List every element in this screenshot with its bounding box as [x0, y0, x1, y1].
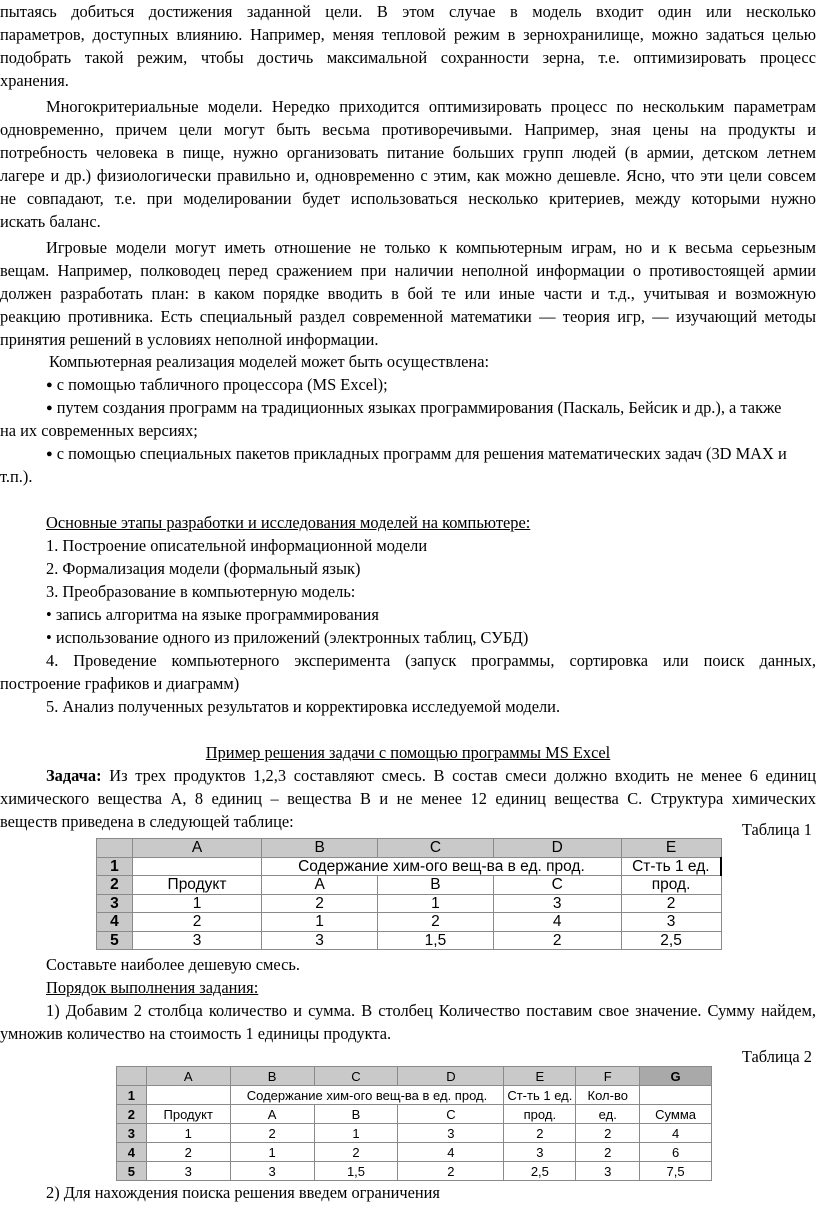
table-cell: С: [493, 876, 621, 895]
corner-cell: [117, 1067, 147, 1086]
table-cell: 1,5: [378, 931, 494, 950]
table-cell: 2: [493, 931, 621, 950]
row-number: 5: [97, 931, 133, 950]
column-header: A: [132, 839, 261, 858]
list-item: 2. Формализация модели (формальный язык): [46, 559, 361, 578]
table-cell: 2: [146, 1143, 230, 1162]
column-header-selected: G: [640, 1067, 712, 1086]
table-cell: 2: [621, 894, 721, 913]
table-cell: 2: [576, 1143, 640, 1162]
table-cell: 1: [230, 1143, 314, 1162]
table-cell: 4: [493, 913, 621, 932]
column-header: F: [576, 1067, 640, 1086]
table-cell: 3: [132, 931, 261, 950]
bullet-icon: ●: [46, 379, 53, 391]
table-cell: Кол-во: [576, 1086, 640, 1105]
section-heading: Порядок выполнения задания:: [46, 978, 259, 997]
list-item: построение графиков и диаграмм): [0, 674, 240, 693]
table-cell: 3: [576, 1162, 640, 1181]
row-number: 4: [97, 913, 133, 932]
section-heading: Пример решения задачи с помощью программы MS Excel: [205, 743, 611, 762]
text-line: 2) Для нахождения поиска решения введем ограничения: [46, 1183, 440, 1202]
bullet-icon: ●: [46, 448, 53, 460]
text-line: хранения.: [0, 71, 69, 90]
table-cell: 2: [230, 1124, 314, 1143]
table-row: [97, 931, 722, 950]
table-cell: 4: [640, 1124, 712, 1143]
text-line: т.п.).: [0, 467, 33, 486]
table-cell: 2: [576, 1124, 640, 1143]
text-line: должен разработать план: в каком порядке вводить в бой те или иные части и т.д., учитывая и возможную: [0, 284, 816, 303]
bullet-line: ● путем создания программ на традиционных языках программирования (Паскаль, Бейсик и др.), а также: [46, 398, 782, 417]
table-cell: 1: [314, 1124, 398, 1143]
text-line: лагере и др.) физиологически правильно и, одновременно с этим, как можно дешевле. Ясно, что эти цели совсем: [0, 166, 816, 185]
list-item: 1. Построение описательной информационной модели: [46, 536, 428, 555]
table-row: [97, 894, 722, 913]
column-header: E: [621, 839, 721, 858]
table-cell: 3: [262, 931, 378, 950]
table-row: [97, 913, 722, 932]
text-line: пытаясь добиться достижения заданной цели. В этом случае в модель входит один или несколько: [0, 2, 816, 21]
row-number: 5: [117, 1162, 147, 1181]
list-item: 5. Анализ полученных результатов и корректировка исследуемой модели.: [46, 697, 561, 716]
text-line: одновременно, причем цели могут быть весьма противоречивыми. Например, зная цены на продукты и: [0, 120, 816, 139]
spreadsheet-table-2: [116, 1066, 712, 1181]
table-cell: 2,5: [504, 1162, 576, 1181]
column-header: D: [493, 839, 621, 858]
column-header: D: [398, 1067, 504, 1086]
task-label: Задача:: [46, 766, 102, 785]
table-cell: 3: [398, 1124, 504, 1143]
list-item: 4. Проведение компьютерного эксперимента (запуск программы, сортировка или поиск данных,: [46, 651, 816, 670]
text-line: Игровые модели могут иметь отношение не только к компьютерным играм, но и к весьма серьезным: [46, 238, 816, 257]
table-cell: прод.: [621, 876, 721, 895]
column-header: B: [262, 839, 378, 858]
table-cell: 1: [262, 913, 378, 932]
table-cell: Ст-ть 1 ед.: [621, 857, 721, 876]
row-number: 2: [97, 876, 133, 895]
spreadsheet-table-1: [96, 838, 722, 950]
table-cell: 1: [146, 1124, 230, 1143]
table-cell: С: [398, 1105, 504, 1124]
text-line: не совпадают, т.е. при моделировании будет использоваться несколько критериев, между которыми нужно: [0, 189, 816, 208]
row-number: 1: [117, 1086, 147, 1105]
text-line: умножив количество на стоимость 1 единицы продукта.: [0, 1024, 392, 1043]
text-line: 1) Добавим 2 столбца количество и сумма. В столбец Количество поставим свое значение. Сумму найдем,: [46, 1001, 816, 1020]
table-caption: Таблица 1: [741, 820, 812, 839]
text-line: потребность человека в пище, нужно организовать питание больших групп людей (в армии, детском летнем: [0, 143, 816, 162]
table-cell: 4: [398, 1143, 504, 1162]
row-number: 2: [117, 1105, 147, 1124]
table-cell: 2,5: [621, 931, 721, 950]
table-cell: 1,5: [314, 1162, 398, 1181]
table-cell: А: [262, 876, 378, 895]
table-cell: Продукт: [146, 1105, 230, 1124]
text-line: искать баланс.: [0, 212, 101, 231]
table-cell: 3: [504, 1143, 576, 1162]
table-row: [97, 876, 722, 895]
bullet-line: ● с помощью специальных пакетов прикладных программ для решения математических задач (3D MAX и: [46, 444, 787, 463]
text-line: Компьютерная реализация моделей может быть осуществлена:: [49, 352, 490, 371]
text-line: химического вещества А, 8 единиц – вещества В и не менее 12 единиц вещества С. Структура химических: [0, 789, 816, 808]
column-header: C: [378, 839, 494, 858]
table-cell: 2: [314, 1143, 398, 1162]
table-row: [117, 1124, 712, 1143]
table-row: [117, 1162, 712, 1181]
text-line: вещам. Например, полководец перед сражением при наличии неполной информации о противостоящей армии: [0, 261, 816, 280]
list-item: 3. Преобразование в компьютерную модель:: [46, 582, 356, 601]
corner-cell: [97, 839, 133, 858]
table-cell: Ст-ть 1 ед.: [504, 1086, 576, 1105]
table-cell: 2: [378, 913, 494, 932]
table-row: [117, 1105, 712, 1124]
list-item: • использование одного из приложений (электронных таблиц, СУБД): [46, 628, 529, 647]
table-row: [117, 1086, 712, 1105]
text-line: реакцию противника. Есть специальный раздел современной математики — теория игр, — изучающий методы: [0, 307, 816, 326]
table-cell: 3: [493, 894, 621, 913]
table-cell: 2: [398, 1162, 504, 1181]
text-line: веществ приведена в следующей таблице:: [0, 812, 294, 831]
table-cell: 2: [504, 1124, 576, 1143]
row-number: 1: [97, 857, 133, 876]
table-cell: ед.: [576, 1105, 640, 1124]
column-header: B: [230, 1067, 314, 1086]
table-cell: В: [314, 1105, 398, 1124]
table-cell: Содержание хим-ого вещ-ва в ед. прод.: [262, 857, 621, 876]
list-item: • запись алгоритма на языке программирования: [46, 605, 379, 624]
row-number: 4: [117, 1143, 147, 1162]
table-cell: В: [378, 876, 494, 895]
table-cell: 2: [132, 913, 261, 932]
table-cell: 7,5: [640, 1162, 712, 1181]
text-line: на их современных версиях;: [0, 421, 198, 440]
table-cell: 3: [146, 1162, 230, 1181]
table-cell: Сумма: [640, 1105, 712, 1124]
table-cell: [132, 857, 261, 876]
table-cell: [640, 1086, 712, 1105]
table-cell: Продукт: [132, 876, 261, 895]
table-cell: [146, 1086, 230, 1105]
text-line: принятия решений в условиях неполной информации.: [0, 330, 379, 349]
table-row: [117, 1143, 712, 1162]
table-cell: А: [230, 1105, 314, 1124]
table-caption: Таблица 2: [741, 1047, 812, 1066]
table-cell: 3: [621, 913, 721, 932]
text-line: подобрать такой режим, чтобы достичь максимальной сохранности зерна, т.е. оптимизировать процесс: [0, 48, 816, 67]
task-line: Задача: Из трех продуктов 1,2,3 составляют смесь. В состав смеси должно входить не менее 6 единиц: [46, 766, 816, 785]
column-header: A: [146, 1067, 230, 1086]
bullet-line: ● с помощью табличного процессора (MS Excel);: [46, 375, 388, 394]
table-cell: 2: [262, 894, 378, 913]
table-cell: 6: [640, 1143, 712, 1162]
bullet-icon: ●: [46, 402, 53, 414]
table-cell: 1: [132, 894, 261, 913]
column-header: E: [504, 1067, 576, 1086]
table-cell: прод.: [504, 1105, 576, 1124]
table-cell: Содержание хим-ого вещ-ва в ед. прод.: [230, 1086, 504, 1105]
column-header: C: [314, 1067, 398, 1086]
table-row: [97, 857, 722, 876]
section-heading: Основные этапы разработки и исследования моделей на компьютере:: [46, 513, 531, 532]
table-cell: 3: [230, 1162, 314, 1181]
text-line: параметров, доступных влиянию. Например, меняя тепловой режим в зернохранилище, можно задаться целью: [0, 25, 816, 44]
table-cell: 1: [378, 894, 494, 913]
text-line: Многокритериальные модели. Нередко приходится оптимизировать процесс по нескольким параметрам: [46, 97, 816, 116]
row-number: 3: [117, 1124, 147, 1143]
row-number: 3: [97, 894, 133, 913]
text-line: Составьте наиболее дешевую смесь.: [46, 955, 300, 974]
